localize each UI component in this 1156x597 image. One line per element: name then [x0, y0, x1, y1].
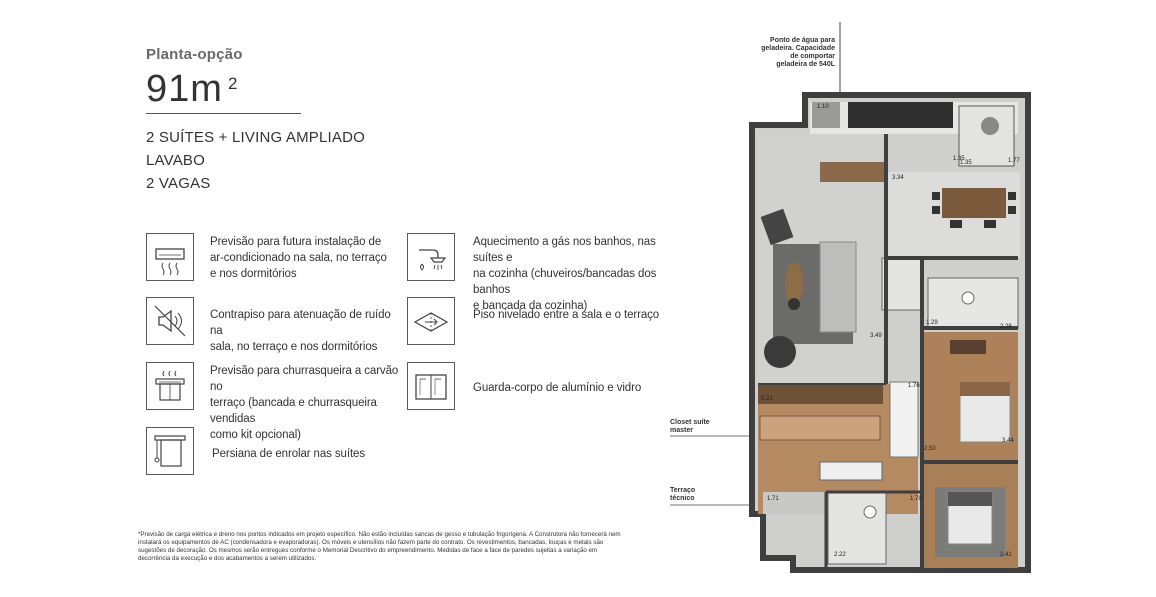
dimension-label: 1.77 — [1008, 158, 1020, 164]
kitchen-island — [820, 162, 888, 182]
callout-line: geladeira de 540L — [776, 61, 835, 68]
glass-guardrail-icon — [407, 362, 455, 410]
amenity-text-line: como kit opcional) — [210, 429, 301, 441]
terrace-callout — [670, 487, 760, 503]
barbecue-icon — [146, 362, 194, 410]
amenity-text — [473, 234, 673, 314]
callout-line: Ponto de água para — [770, 37, 835, 44]
plan-label: Planta-opção — [146, 46, 243, 63]
fridge-callout — [730, 37, 835, 69]
closet-callout — [670, 419, 760, 435]
amenity-text-line: Contrapiso para atenuação de ruído na — [210, 309, 391, 337]
closet-wood — [760, 416, 880, 440]
amenity-text — [212, 446, 402, 462]
dimension-label: 2.28 — [1000, 324, 1012, 330]
callout-line: técnico — [670, 495, 695, 502]
amenity-text-line: terraço (bancada e churrasqueira vendidas — [210, 397, 377, 425]
closet-shelf — [820, 462, 882, 480]
laundry-area — [959, 106, 1014, 166]
dimension-label: 1.78 — [910, 496, 922, 502]
amenity-text-line: sala, no terraço e nos dormitórios — [210, 341, 378, 353]
dimension-label: 1.71 — [767, 496, 779, 502]
feature-suites: 2 SUÍTES + LIVING AMPLIADO — [146, 129, 366, 146]
callout-line: Terraço — [670, 487, 696, 494]
level-floor-icon — [407, 297, 455, 345]
area-value: 91m — [146, 68, 223, 110]
dimension-label: 2.22 — [834, 552, 846, 558]
amenity-text-line: e nos dormitórios — [210, 268, 297, 280]
dimension-label: 3.49 — [870, 333, 882, 339]
dimension-label: 3.34 — [892, 175, 904, 181]
amenity-text-line: Persiana de enrolar nas suítes — [212, 448, 365, 460]
sofa — [820, 242, 856, 332]
amenity-text-line: ar-condicionado na sala, no terraço — [210, 252, 387, 264]
callout-line: geladeira. Capacidade — [761, 45, 835, 52]
dimension-label: 1.35 — [953, 156, 965, 162]
feature-lavabo: LAVABO — [146, 152, 206, 169]
features-list — [146, 126, 386, 195]
amenity-text — [210, 363, 400, 443]
terrace-lounge-chair — [764, 336, 796, 368]
callout-line: Closet suíte — [670, 419, 710, 426]
suite-bathroom — [928, 278, 1018, 328]
washer-icon — [981, 117, 999, 135]
dining-table — [942, 188, 1006, 218]
roller-blind-icon — [146, 427, 194, 475]
callout-line: de comportar — [790, 53, 835, 60]
dimension-label: 1.35 — [960, 160, 972, 166]
noise-reduction-icon — [146, 297, 194, 345]
amenity-text-line: e bancada da cozinha) — [473, 300, 588, 312]
dimension-label: 5.21 — [761, 396, 773, 402]
amenity-text-line: Previsão para churrasqueira a carvão no — [210, 365, 399, 393]
amenity-text-line: Piso nivelado entre a sala e o terraço — [473, 309, 660, 321]
disclaimer-footnote: *Previsão de carga elétrica e dreno nos pontos indicados em projeto específico. Não estão incluídas sancas de gesso e tubulação frigorígena. A Construtora não fornecerá nem instalará os equipamentos de AC (condensadora e evaporadoras). Os móveis e utensílios não fazem parte do contrato. Os revestimentos, bancadas, louças e metais são sugestões de decoração. Os mesmos serão entregues conforme o Memorial Descritivo do empreendimento. Medidas de face a face de paredes sujeitas a variação em decorrência da execução e dos acabamentos a serem utilizados. — [138, 531, 621, 562]
gas-shower-icon — [407, 233, 455, 281]
dimension-label: 2.41 — [1000, 552, 1012, 558]
dimension-label: 1.76 — [908, 383, 920, 389]
feature-parking: 2 VAGAS — [146, 175, 211, 192]
floor-plan — [660, 22, 1040, 582]
amenity-text-line: Aquecimento a gás nos banhos, nas suítes e — [473, 236, 656, 264]
kitchen-cabinet — [848, 102, 953, 128]
barbecue-counter — [758, 384, 883, 404]
callout-line: master — [670, 427, 693, 434]
amenity-text-line: Previsão para futura instalação de — [210, 236, 382, 248]
area-superscript: 2 — [228, 74, 238, 93]
amenity-text — [210, 307, 400, 355]
air-conditioner-icon — [146, 233, 194, 281]
dimension-label: 3.44 — [1002, 438, 1014, 444]
dimension-label: 1.29 — [926, 320, 938, 326]
dimension-label: 2.50 — [924, 446, 936, 452]
closet-cabinet — [890, 382, 918, 457]
amenity-text-line: na cozinha (chuveiros/bancadas dos banhos — [473, 268, 657, 296]
amenity-text-line: Guarda-corpo de alumínio e vidro — [473, 382, 642, 394]
dimension-label: 1.10 — [817, 104, 829, 110]
title-rule — [146, 113, 301, 114]
amenity-text — [210, 234, 400, 282]
amenity-text — [473, 380, 673, 396]
heading-area — [146, 46, 316, 110]
amenity-text — [473, 307, 673, 323]
